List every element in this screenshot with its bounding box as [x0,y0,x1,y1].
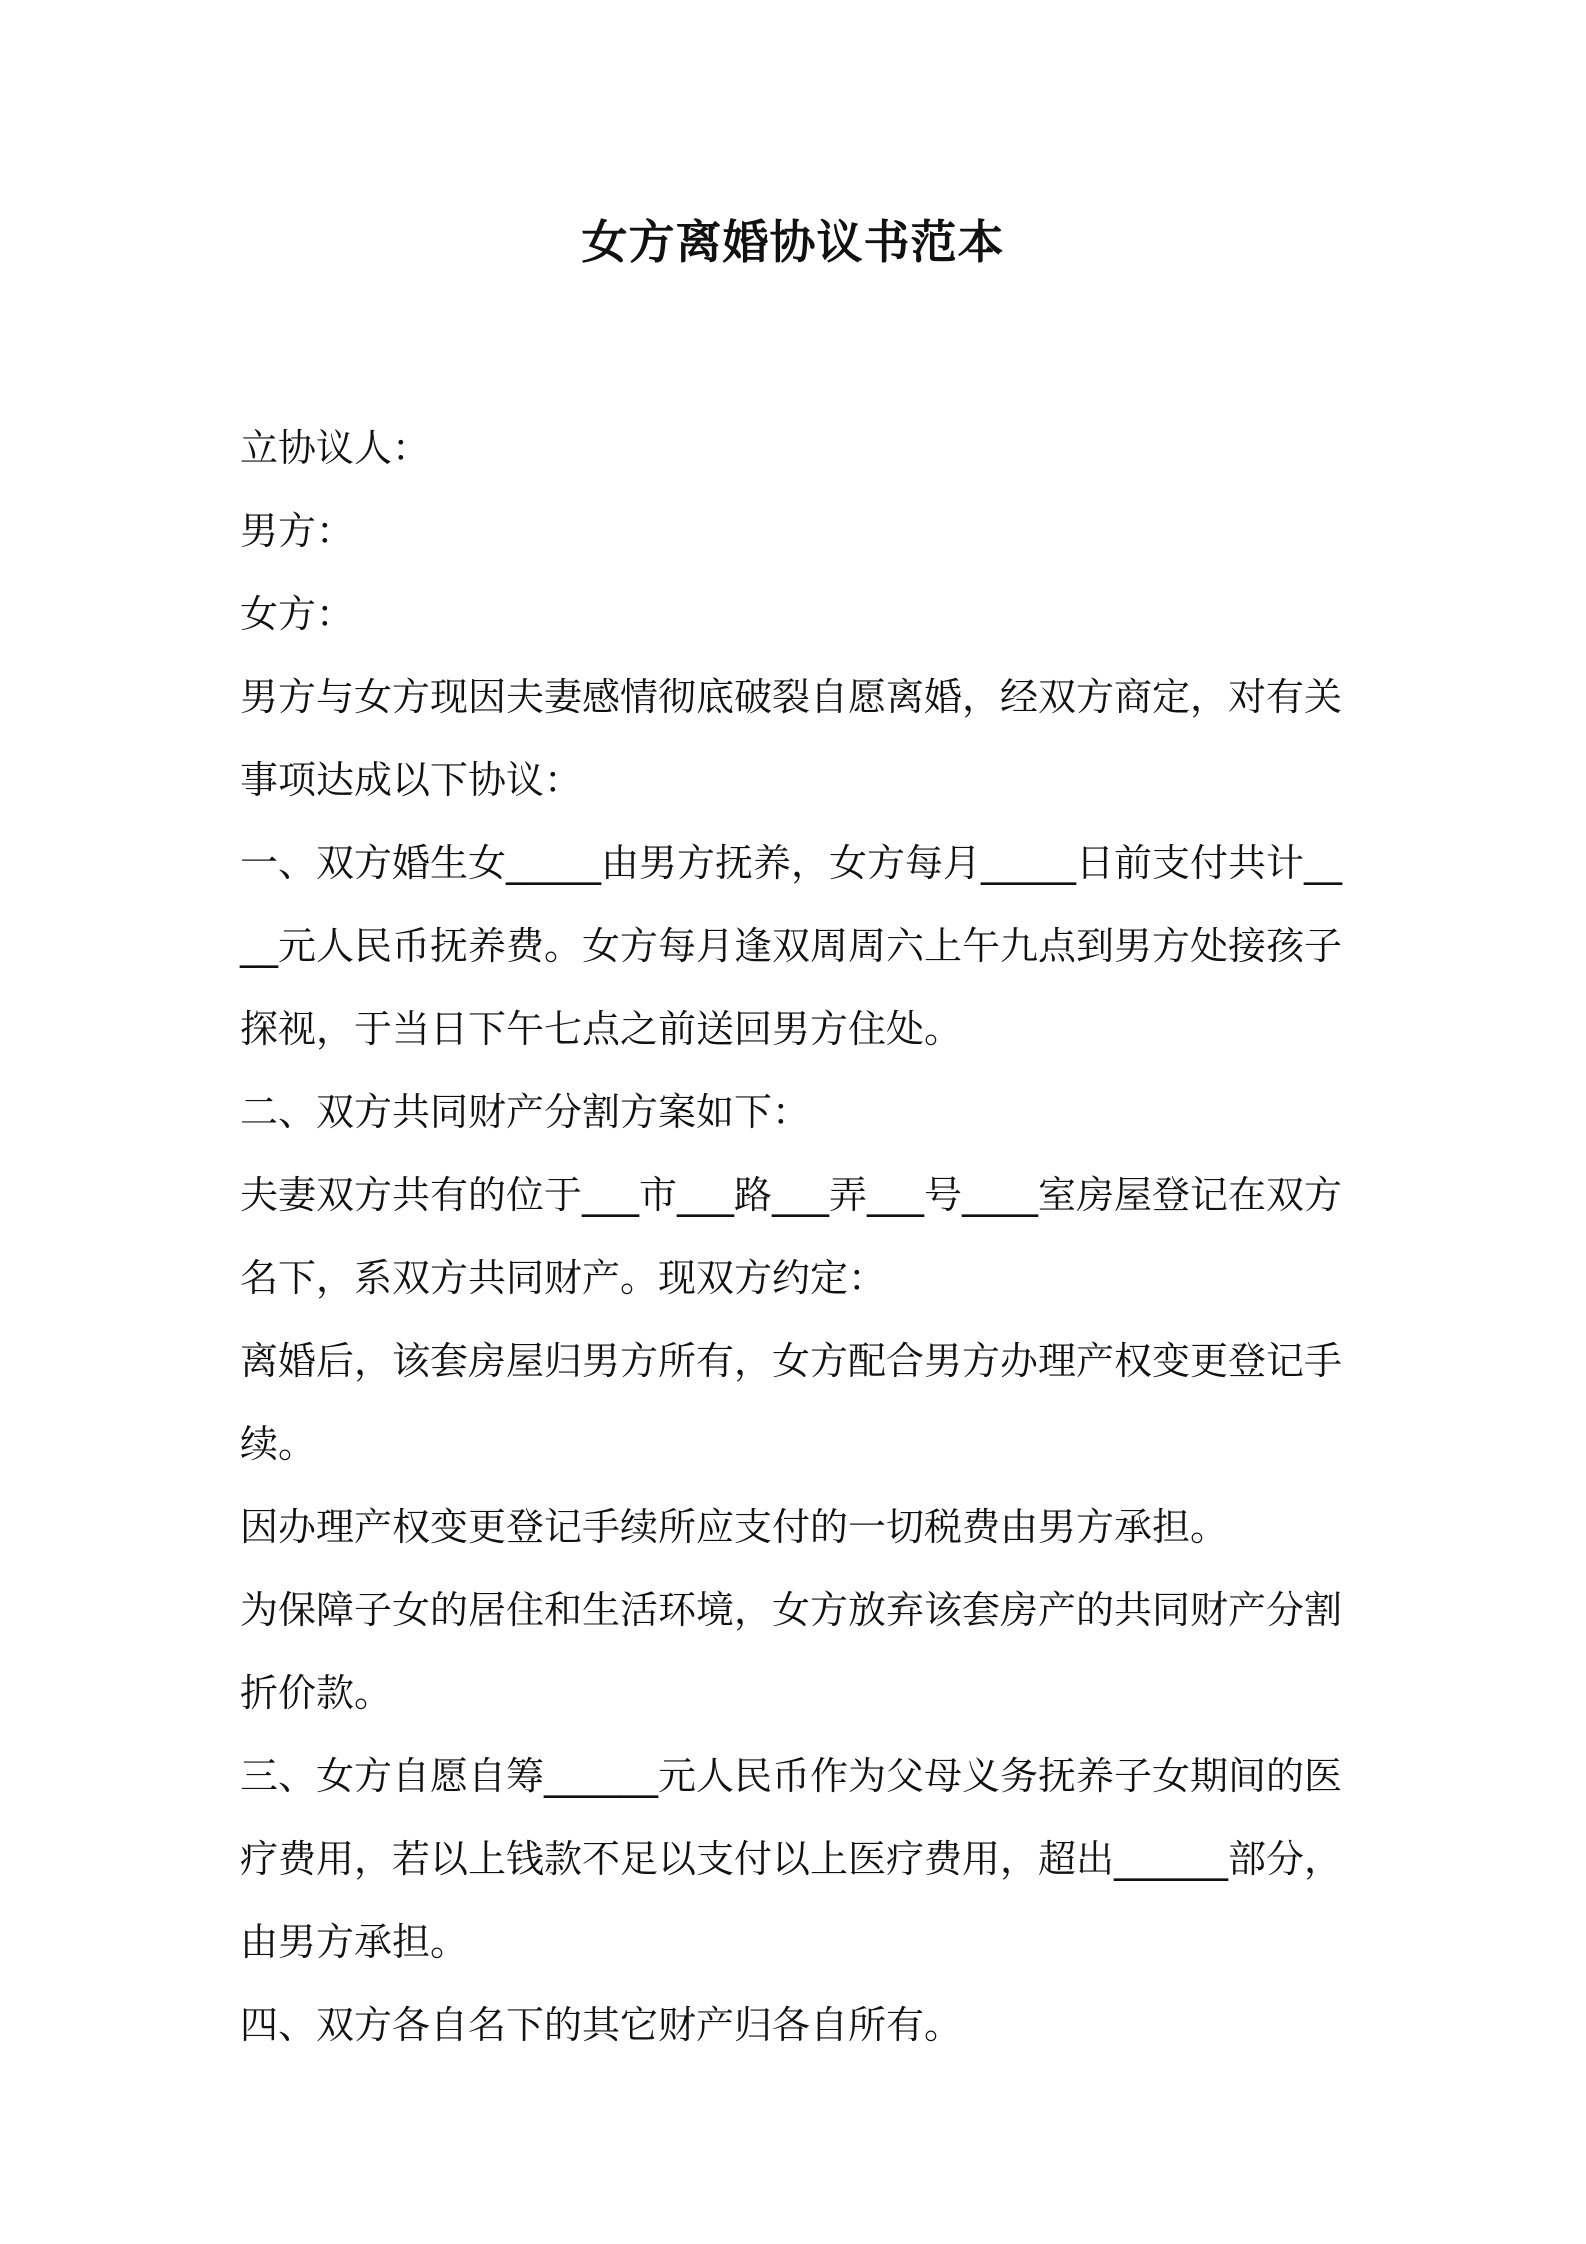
clause-one-custody: 一、双方婚生女_____由男方抚养，女方每月_____日前支付共计____元人民币抚养费。女方每月逢双周周六上午九点到男方处接孩子探视，于当日下午七点之前送回男方住处。 [240,841,1343,1051]
party-heading: 立协议人： [240,426,431,470]
document-body [240,407,1360,2067]
clause-four-other-property: 四、双方各自名下的其它财产归各自所有。 [240,2003,963,2047]
female-party-line: 女方： [240,592,355,636]
clause-two-heading: 二、双方共同财产分割方案如下： [240,1090,811,1134]
property-description: 夫妻双方共有的位于___市___路___弄___号____室房屋登记在双方名下，系双方共同财产。现双方约定： [240,1173,1343,1300]
document-title: 女方离婚协议书范本 [581,215,1005,269]
clause-three-medical: 三、女方自愿自筹______元人民币作为父母义务抚养子女期间的医疗费用，若以上钱款不足以支付以上医疗费用，超出______部分，由男方承担。 [240,1754,1343,1964]
preamble-paragraph: 男方与女方现因夫妻感情彻底破裂自愿离婚，经双方商定，对有关事项达成以下协议： [240,675,1343,802]
property-ownership: 离婚后，该套房屋归男方所有，女方配合男方办理产权变更登记手续。 [240,1339,1343,1466]
property-waiver: 为保障子女的居住和生活环境，女方放弃该套房产的共同财产分割折价款。 [240,1588,1343,1715]
male-party-line: 男方： [240,509,355,553]
property-taxes: 因办理产权变更登记手续所应支付的一切税费由男方承担。 [240,1505,1229,1549]
